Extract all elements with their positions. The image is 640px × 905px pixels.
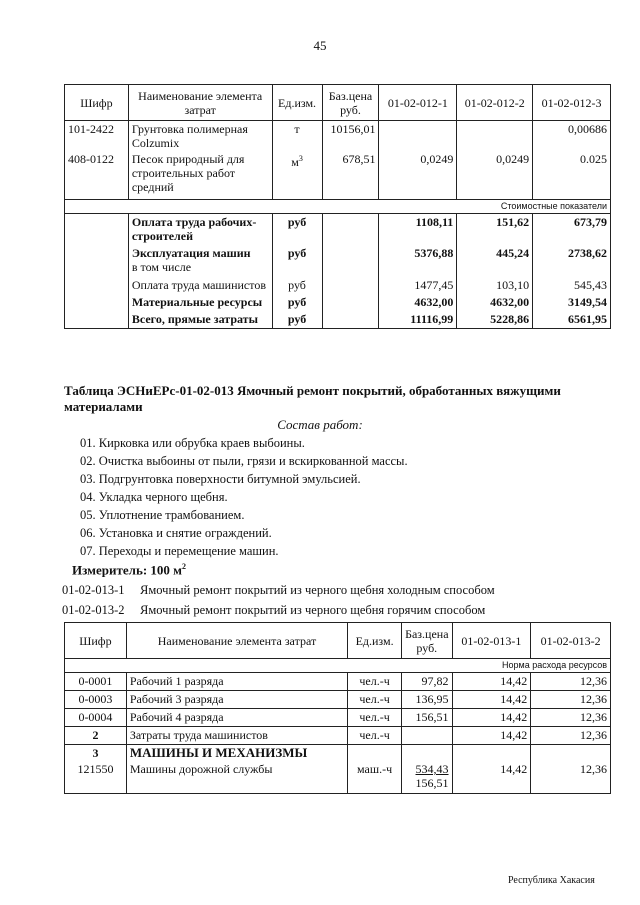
row-value-1: 0,0249 xyxy=(379,151,457,199)
row-unit: чел.-ч xyxy=(348,691,402,709)
cost-row xyxy=(65,311,611,328)
row-unit: чел.-ч xyxy=(348,727,402,745)
header-price: Баз.цена руб. xyxy=(402,623,452,659)
row-value-2 xyxy=(457,121,533,152)
cost-row xyxy=(65,294,611,311)
cost-unit: руб xyxy=(272,277,322,294)
list-item xyxy=(62,600,495,620)
row-code: 408-0122 xyxy=(65,151,129,199)
row-code: 0-0004 xyxy=(65,709,127,727)
variant-text: Ямочный ремонт покрытий из черного щебня горячим способом xyxy=(140,603,486,617)
variant-code: 01-02-013-2 xyxy=(62,603,125,617)
cost-value-3: 673,79 xyxy=(533,213,611,245)
row-value-1: 14,42 xyxy=(452,709,531,727)
row-value-2: 12,36 xyxy=(531,709,611,727)
row-value-1: 14,42 xyxy=(452,761,531,793)
row-unit: маш.-ч xyxy=(348,761,402,793)
list-item: 05. Уплотнение трамбованием. xyxy=(80,508,245,522)
variants-list xyxy=(62,580,495,620)
table-row xyxy=(65,673,611,691)
row-code: 101-2422 xyxy=(65,121,129,152)
resource-table-013 xyxy=(64,622,611,794)
cost-value-3: 2738,62 xyxy=(533,245,611,277)
variant-code: 01-02-013-1 xyxy=(62,583,125,597)
cost-value-1: 4632,00 xyxy=(379,294,457,311)
table-row xyxy=(65,745,611,762)
cost-name: Эксплуатация машин в том числе xyxy=(128,245,272,277)
row-value-1: 14,42 xyxy=(452,727,531,745)
row-code: 3 xyxy=(65,745,127,762)
row-value-3: 0,00686 xyxy=(533,121,611,152)
footer-region: Республика Хакасия xyxy=(508,875,595,886)
row-name: Грунтовка полимерная Colzumix xyxy=(128,121,272,152)
row-name: Машины дорожной службы xyxy=(126,761,347,793)
resource-table-012 xyxy=(64,84,611,329)
row-code: 0-0003 xyxy=(65,691,127,709)
list-item: 02. Очистка выбоины от пыли, грязи и вскиркованной массы. xyxy=(80,454,408,468)
row-price: 156,51 xyxy=(402,709,452,727)
table-row xyxy=(65,727,611,745)
row-value-1: 14,42 xyxy=(452,673,531,691)
cost-value-3: 545,43 xyxy=(533,277,611,294)
row-price: 10156,01 xyxy=(322,121,379,152)
row-unit: т xyxy=(272,121,322,152)
table-header-row xyxy=(65,85,611,121)
list-item: 01. Кирковка или обрубка краев выбоины. xyxy=(80,436,305,450)
cost-row xyxy=(65,245,611,277)
row-value-1 xyxy=(379,121,457,152)
row-value-2: 12,36 xyxy=(531,761,611,793)
header-col2: 01-02-013-2 xyxy=(531,623,611,659)
table-caption: Таблица ЭСНиЕРс-01-02-013 Ямочный ремонт покрытий, обработанных вяжущими материалами xyxy=(64,383,561,414)
row-name: Затраты труда машинистов xyxy=(126,727,347,745)
section-label: Норма расхода ресурсов xyxy=(65,659,611,673)
header-name: Наименование элемента затрат xyxy=(126,623,347,659)
cost-value-2: 5228,86 xyxy=(457,311,533,328)
cost-value-1: 11116,99 xyxy=(379,311,457,328)
header-col3: 01-02-012-3 xyxy=(533,85,611,121)
cost-value-1: 5376,88 xyxy=(379,245,457,277)
table-row xyxy=(65,691,611,709)
table-row xyxy=(65,709,611,727)
section-label-row xyxy=(65,659,611,673)
cost-value-2: 445,24 xyxy=(457,245,533,277)
row-unit: чел.-ч xyxy=(348,673,402,691)
table-row xyxy=(65,761,611,793)
cost-unit: руб xyxy=(272,213,322,245)
row-unit: $м^3$ xyxy=(272,151,322,199)
cost-value-2: 151,62 xyxy=(457,213,533,245)
list-item xyxy=(62,580,495,600)
cost-unit: руб xyxy=(272,245,322,277)
row-name: Рабочий 3 разряда xyxy=(126,691,347,709)
row-code: 0-0001 xyxy=(65,673,127,691)
cost-name: Оплата труда машинистов xyxy=(128,277,272,294)
row-price: 534,43 156,51 xyxy=(402,761,452,793)
row-name: Песок природный для строительных работ средний xyxy=(128,151,272,199)
cost-value-3: 6561,95 xyxy=(533,311,611,328)
cost-unit: руб xyxy=(272,311,322,328)
list-item: 04. Укладка черного щебня. xyxy=(80,490,228,504)
list-item: 07. Переходы и перемещение машин. xyxy=(80,544,279,558)
cost-value-3: 3149,54 xyxy=(533,294,611,311)
row-name: Рабочий 1 разряда xyxy=(126,673,347,691)
row-value-2: 12,36 xyxy=(531,727,611,745)
row-price: 97,82 xyxy=(402,673,452,691)
variant-text: Ямочный ремонт покрытий из черного щебня холодным способом xyxy=(140,583,495,597)
cost-name: Материальные ресурсы xyxy=(128,294,272,311)
cost-value-2: 4632,00 xyxy=(457,294,533,311)
row-value-2: 12,36 xyxy=(531,673,611,691)
works-list xyxy=(80,434,408,560)
header-col1: 01-02-013-1 xyxy=(452,623,531,659)
row-price: 136,95 xyxy=(402,691,452,709)
cost-name: Всего, прямые затраты xyxy=(128,311,272,328)
section-label-row xyxy=(65,199,611,213)
cost-unit: руб xyxy=(272,294,322,311)
header-col2: 01-02-012-2 xyxy=(457,85,533,121)
row-value-3: 0.025 xyxy=(533,151,611,199)
row-value-2: 12,36 xyxy=(531,691,611,709)
row-code: 2 xyxy=(65,727,127,745)
list-item: 06. Установка и снятие ограждений. xyxy=(80,526,272,540)
row-unit: чел.-ч xyxy=(348,709,402,727)
header-name: Наименование элемента затрат xyxy=(128,85,272,121)
table-header-row xyxy=(65,623,611,659)
row-code: 121550 xyxy=(65,761,127,793)
cost-value-2: 103,10 xyxy=(457,277,533,294)
row-name: МАШИНЫ И МЕХАНИЗМЫ xyxy=(126,745,347,762)
row-name: Рабочий 4 разряда xyxy=(126,709,347,727)
header-code: Шифр xyxy=(65,85,129,121)
cost-row xyxy=(65,277,611,294)
works-title: Состав работ: xyxy=(277,417,363,432)
header-code: Шифр xyxy=(65,623,127,659)
cost-value-1: 1108,11 xyxy=(379,213,457,245)
header-price: Баз.цена руб. xyxy=(322,85,379,121)
table-row xyxy=(65,151,611,199)
page-number: 45 xyxy=(313,38,327,53)
header-col1: 01-02-012-1 xyxy=(379,85,457,121)
cost-row xyxy=(65,213,611,245)
row-value-2: 0,0249 xyxy=(457,151,533,199)
section-label: Стоимостные показатели xyxy=(65,199,611,213)
row-price: 678,51 xyxy=(322,151,379,199)
row-value-1: 14,42 xyxy=(452,691,531,709)
table-row xyxy=(65,121,611,152)
header-unit: Ед.изм. xyxy=(348,623,402,659)
cost-name: Оплата труда рабочих-строителей xyxy=(128,213,272,245)
meter-label: Измеритель: 100 $м^2$ xyxy=(72,562,187,578)
list-item: 03. Подгрунтовка поверхности битумной эмульсией. xyxy=(80,472,361,486)
cost-value-1: 1477,45 xyxy=(379,277,457,294)
header-unit: Ед.изм. xyxy=(272,85,322,121)
